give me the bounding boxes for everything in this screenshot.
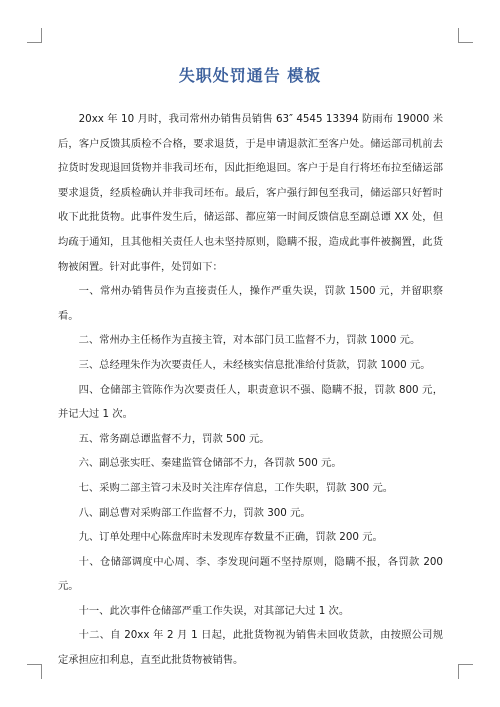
document-title: 失职处罚通告 模板 <box>178 66 322 85</box>
penalty-item-2: 二、常州办主任杨作为直接主管，对本部门员工监督不力，罚款 1000 元。 <box>78 334 421 347</box>
crop-mark-bottom-left <box>27 664 42 679</box>
penalty-item-9: 九、订单处理中心陈盘库时未发现库存数量不正确，罚款 200 元。 <box>78 531 383 544</box>
penalty-item-11: 十一、此次事件仓储部严重工作失误，对其部记大过 1 次。 <box>78 604 350 617</box>
crop-mark-top-left <box>27 28 42 43</box>
penalty-item-4: 四、仓储部主管陈作为次要责任人，职责意识不强、隐瞒不报，罚款 800 元，并记大过 1 次。 <box>58 383 443 421</box>
crop-mark-bottom-right <box>458 664 473 679</box>
penalty-item-1: 一、常州办销售员作为直接责任人，操作严重失误，罚款 1500 元，并留职察看。 <box>58 285 443 322</box>
crop-mark-top-right <box>458 28 473 43</box>
penalty-item-12: 十二、自 20xx 年 2 月 1 日起，此批货物视为销售未回收货款，由按照公司规定承担应扣利息，直至此批货物被销售。 <box>58 629 443 667</box>
penalty-item-8: 八、副总曹对采购部工作监督不力，罚款 300 元。 <box>78 506 311 519</box>
penalty-item-6: 六、副总张实旺、秦建监管仓储部不力，各罚款 500 元。 <box>78 457 342 470</box>
penalty-item-10: 十、仓储部调度中心周、李、李发现问题不坚持原则，隐瞒不报，各罚款 200 元。 <box>58 555 443 593</box>
penalty-item-5: 五、常务副总谭监督不力，罚款 500 元。 <box>78 432 270 445</box>
intro-paragraph: 20xx 年 10 月时，我司常州办销售员销售 63″ 4545 13394 防雨布 19000 米后，客户反馈其质检不合格，要求退货，于是申请退款汇至客户处。储运部司机前去拉货时发现退回货物并非我司坯布，因此拒绝退回。客户于是自行将坯布拉至储运部要求退货，经质检确认并非我司坯布。最后，客户强行卸包至我司，储运部只好暂时收下此批货物。此事件发生后，储运部、都应第一时间反馈信息至副总谭 XX 处，但均疏于通知，且其他相关责任人也未坚持原则，隐瞒不报，造成此事件被搁置，此货物被闲置。针对此事件，处罚如下： <box>58 113 443 273</box>
penalty-item-3: 三、总经理朱作为次要责任人，未经核实信息批准给付货款，罚款 1000 元。 <box>78 358 431 371</box>
penalty-item-7: 七、采购二部主管刁未及时关注库存信息，工作失职，罚款 300 元。 <box>78 481 394 494</box>
document-body <box>58 107 443 673</box>
